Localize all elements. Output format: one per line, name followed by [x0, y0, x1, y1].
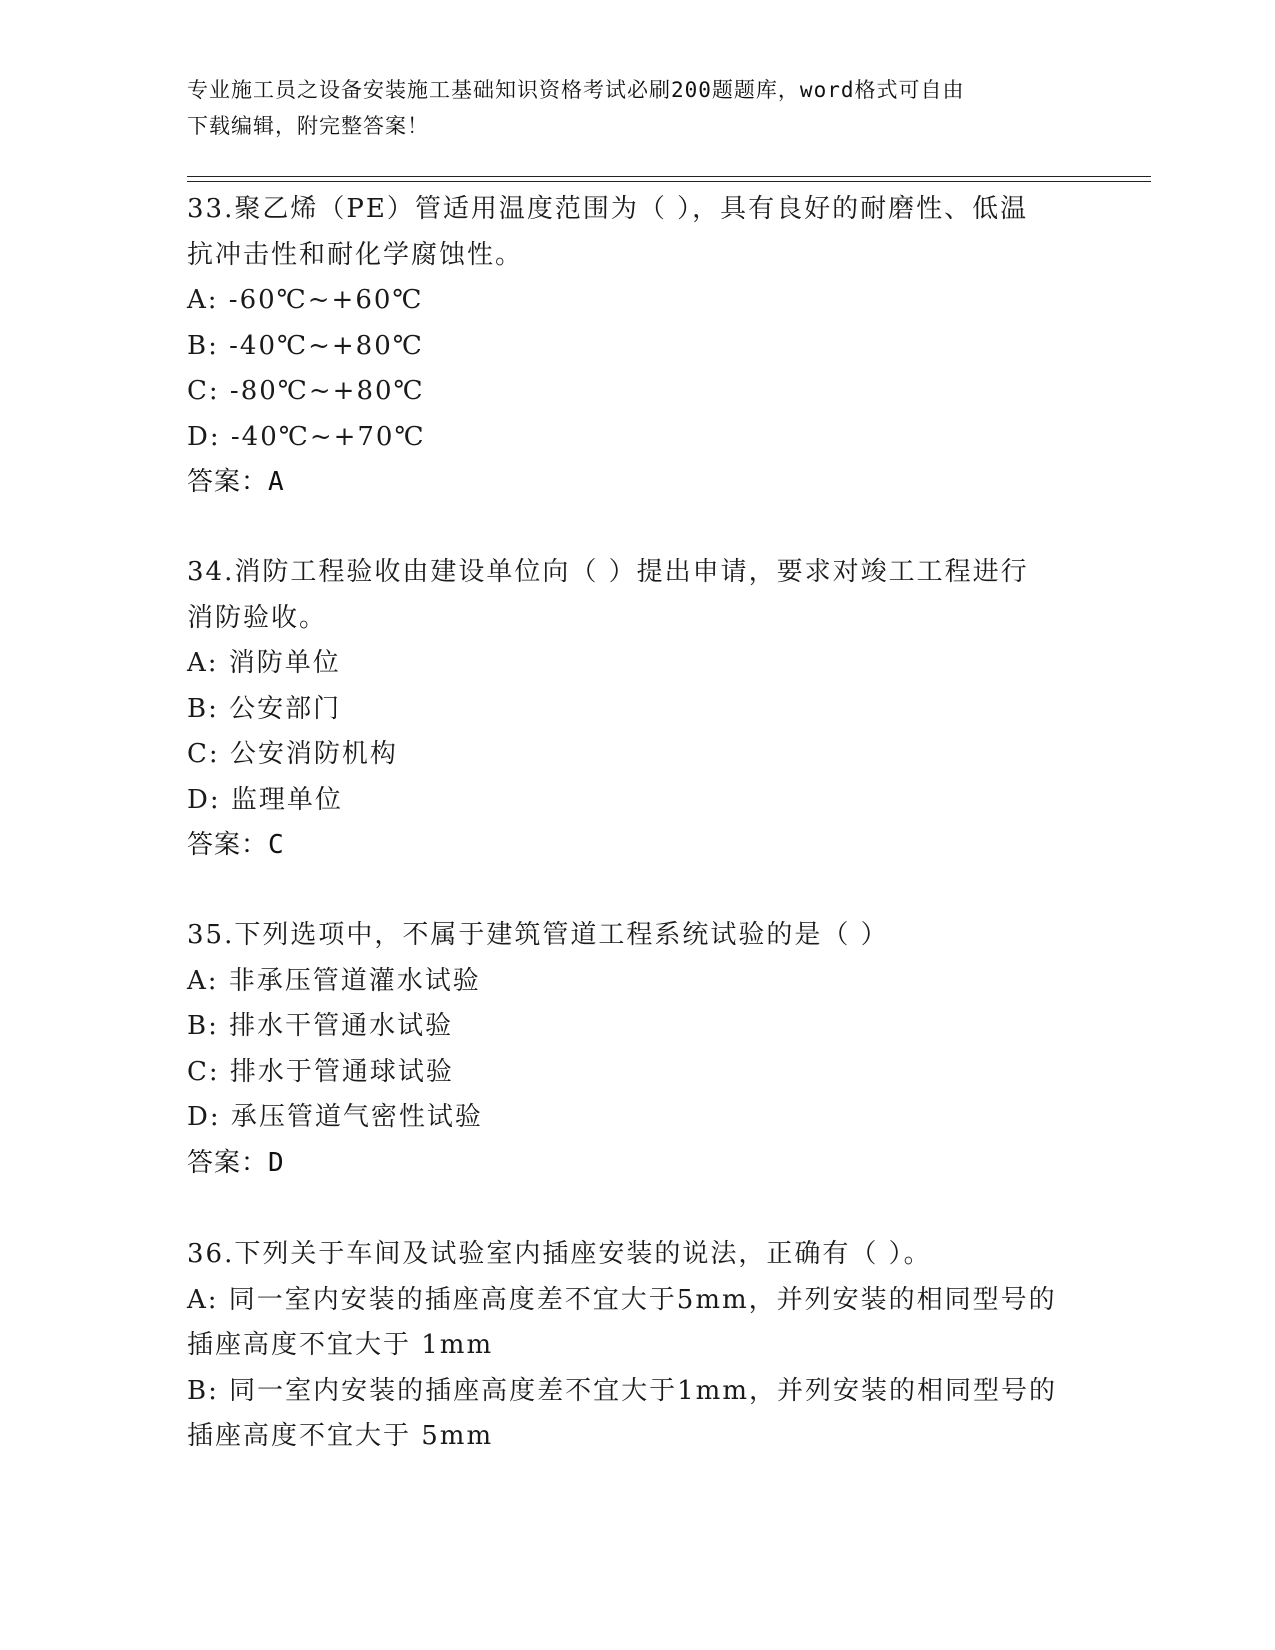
answer-value: D [268, 1147, 285, 1178]
option-a: A: 消防单位 [187, 648, 341, 678]
answer-label: 答案： [187, 467, 269, 497]
question-stem-line: 34.消防工程验收由建设单位向（ ）提出申请，要求对竣工工程进行 [187, 557, 1029, 587]
option-a: A: -60℃~+60℃ [187, 285, 424, 315]
question-stem-line: 35.下列选项中，不属于建筑管道工程系统试验的是（ ） [187, 920, 889, 950]
answer-line [187, 823, 1087, 869]
header-divider-bottom [187, 181, 1151, 182]
question-35 [187, 913, 1087, 1186]
option-b: B: 公安部门 [187, 693, 342, 724]
option-d: D: 监理单位 [187, 784, 343, 815]
option-c: C: 公安消防机构 [187, 739, 398, 769]
question-34 [187, 550, 1087, 869]
question-stem-line: 抗冲击性和耐化学腐蚀性。 [187, 239, 524, 270]
question-33 [187, 187, 1087, 506]
header-divider-top [187, 176, 1151, 177]
option-d: D: 承压管道气密性试验 [187, 1102, 483, 1132]
question-stem-line: 33.聚乙烯（PE）管适用温度范围为（ ），具有良好的耐磨性、低温 [187, 194, 1029, 224]
option-b: B: 排水干管通水试验 [187, 1011, 454, 1041]
header-line-1: 专业施工员之设备安装施工基础知识资格考试必刷200题题库，word格式可自由 [187, 78, 965, 102]
question-36 [187, 1232, 1087, 1460]
answer-value: A [268, 467, 285, 497]
question-stem-line: 消防验收。 [187, 602, 328, 633]
header-line-2: 下载编辑，附完整答案！ [187, 114, 429, 138]
option-c: C: -80℃~+80℃ [187, 376, 425, 406]
answer-line [187, 1141, 1087, 1187]
option-b-line: B: 同一室内安装的插座高度差不宜大于1mm，并列安装的相同型号的 [187, 1375, 1057, 1406]
answer-line [187, 460, 1087, 506]
option-a-line: A: 同一室内安装的插座高度差不宜大于5mm，并列安装的相同型号的 [187, 1284, 1057, 1315]
answer-value: C [268, 830, 285, 860]
option-d: D: -40℃~+70℃ [187, 421, 426, 452]
option-b: B: -40℃~+80℃ [187, 330, 424, 361]
option-c: C: 排水于管通球试验 [187, 1056, 454, 1087]
document-header [187, 72, 1087, 144]
answer-label: 答案： [187, 1147, 269, 1178]
option-b-line: 插座高度不宜大于 5mm [187, 1421, 494, 1451]
answer-label: 答案： [187, 830, 269, 860]
option-a-line: 插座高度不宜大于 1mm [187, 1330, 494, 1360]
option-a: A: 非承压管道灌水试验 [187, 965, 481, 996]
question-stem-line: 36.下列关于车间及试验室内插座安装的说法，正确有（ ）。 [187, 1239, 932, 1269]
